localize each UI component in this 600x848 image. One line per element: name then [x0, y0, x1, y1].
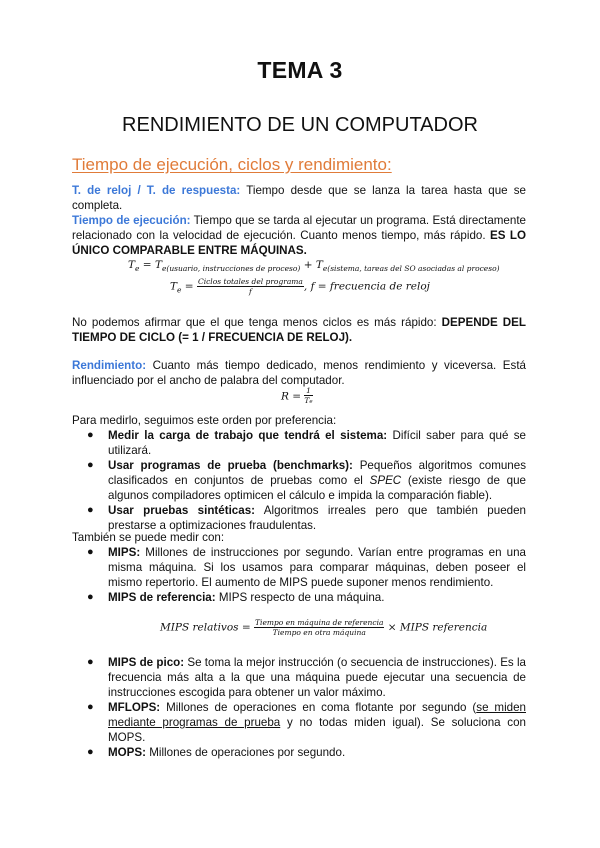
section-heading: Tiempo de ejecución, ciclos y rendimiento: — [72, 155, 392, 174]
list-item: ● MIPS: Millones de instrucciones por segundo. Varían entre programas en una misma máquina. Si los usamos para comparar máquinas, deben poseer el mismo repertorio. El aumento de MIPS puede suponer menos rendimiento. — [87, 546, 526, 589]
paragraph-definitions — [72, 183, 526, 258]
term-reloj: T. de reloj / T. de respuesta: — [72, 184, 241, 197]
formula-mips-relativos: MIPS relativos = $\frac{\text{Tiempo en máquina de referencia}}{\text{Tiempo en otra máquina}}$ × MIPS referencia — [160, 618, 488, 637]
term-ejecucion: Tiempo de ejecución: — [72, 214, 191, 227]
def-reloj: Tiempo desde que se lanza la tarea hasta que se completa. — [72, 184, 526, 212]
list-item: ● MIPS de pico: Se toma la mejor instrucción (o secuencia de instrucciones). Es la frecuencia más alta a la que una máquina puede ejecutar una secuencia de instrucciones escogida para obtener un valor máximo. — [87, 656, 527, 699]
list-item: ● Usar pruebas sintéticas: Algoritmos irreales pero que también pueden prestarse a optimizaciones fraudulentas. — [87, 504, 526, 532]
paragraph-tambien: También se puede medir con: — [72, 531, 225, 544]
paragraph-rendimiento: Rendimiento: Cuanto más tiempo dedicado, menos rendimiento y viceversa. Está influenciado por el ancho de palabra del computador. — [72, 359, 526, 387]
page-subtitle: RENDIMIENTO DE UN COMPUTADOR — [122, 114, 478, 136]
formula-rendimiento: R = $\frac{1}{Te}$ — [281, 386, 313, 405]
list-item: ● Medir la carga de trabajo que tendrá el sistema: Difícil saber para qué se utilizará. — [87, 429, 526, 457]
list-item: ● MIPS de referencia: MIPS respecto de una máquina. — [87, 591, 385, 604]
list-mips-otros — [72, 655, 526, 760]
formula-te-ciclos: $T_e$ = $\frac{\text{Ciclos totales del programa}}{f}$ , f = frecuencia de reloj — [170, 277, 430, 296]
formula-te-sum: $T_e = T_{e(usuario, instrucciones de proceso)} + T_{e(sistema, tareas del SO asociadas al proceso)}$ — [128, 259, 500, 273]
paragraph-medirlo: Para medirlo, seguimos este orden por preferencia: — [72, 414, 337, 427]
def-ejecucion: Tiempo que se tarda al ejecutar un programa. Está directamente relacionado con la velocidad de ejecución. Cuanto menos tiempo, más rápido. — [72, 214, 526, 242]
list-mips — [72, 545, 526, 605]
page-title: TEMA 3 — [257, 57, 343, 83]
list-item: ● Usar programas de prueba (benchmarks): Pequeños algoritmos comunes clasificados en conjuntos de pruebas como el SPEC (existe riesgo de que algunos compiladores optimicen el cálculo e impida la comparación fiable). — [87, 459, 526, 502]
list-item: ● MFLOPS: Millones de operaciones en coma flotante por segundo (se miden mediante programas de prueba y no todas miden igual). Se soluciona con MOPS. — [87, 701, 526, 744]
def-ejecucion-bold: ES LO ÚNICO COMPARABLE ENTRE MÁQUINAS. — [72, 229, 526, 257]
list-preferencia — [72, 428, 526, 533]
list-item: ● MOPS: Millones de operaciones por segundo. — [87, 746, 346, 759]
paragraph-ciclos: No podemos afirmar que el que tenga menos ciclos es más rápido: DEPENDE DEL TIEMPO DE CICLO (= 1 / FRECUENCIA DE RELOJ). — [72, 316, 526, 344]
term-rendimiento: Rendimiento: — [72, 359, 147, 372]
